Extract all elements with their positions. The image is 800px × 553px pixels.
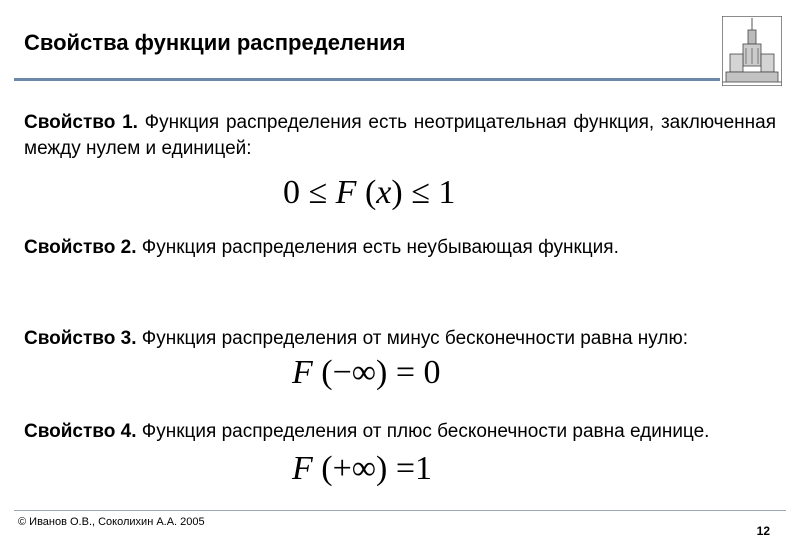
- formula-4-eq: =1: [387, 450, 433, 487]
- property-1-text: Функция распределения есть неотрицательная функция, заключенная между нулем и единицей:: [24, 112, 776, 159]
- formula-1-func: F: [335, 174, 357, 211]
- footer-divider: [14, 510, 786, 511]
- formula-1: [283, 174, 455, 212]
- property-3-label: Свойство 3.: [24, 328, 137, 349]
- property-2-text: Функция распределения есть неубывающая функция.: [136, 237, 619, 258]
- property-2: [24, 235, 776, 261]
- formula-1-var: x: [376, 174, 392, 211]
- formula-4-open: (: [312, 450, 333, 487]
- title-underline: [14, 78, 720, 81]
- slide-title: Свойства функции распределения: [24, 30, 406, 55]
- property-1: [24, 110, 776, 162]
- formula-3: [292, 354, 441, 392]
- property-1-label: Свойство 1.: [24, 112, 138, 133]
- property-2-label: Свойство 2.: [24, 237, 137, 258]
- formula-4: [292, 450, 432, 488]
- formula-4-func: F: [292, 450, 313, 487]
- property-4-text: Функция распределения от плюс бесконечности равна единице.: [136, 421, 710, 442]
- formula-4-close: ): [376, 450, 388, 487]
- property-3: [24, 326, 776, 352]
- formula-3-func: F: [292, 354, 313, 391]
- property-3-text: Функция распределения от минус бесконечности равна нулю:: [136, 328, 688, 349]
- formula-4-arg: +∞: [332, 450, 377, 487]
- page-number: 12: [756, 524, 770, 538]
- property-4: [24, 419, 776, 445]
- formula-1-open: (: [356, 174, 377, 211]
- formula-3-close: ): [376, 354, 388, 391]
- formula-3-arg: −∞: [332, 354, 377, 391]
- property-4-label: Свойство 4.: [24, 421, 137, 442]
- formula-3-eq: = 0: [387, 354, 441, 391]
- footer-copyright: © Иванов О.В., Соколихин А.А. 2005: [18, 516, 205, 528]
- formula-1-left: 0 ≤: [283, 174, 336, 211]
- formula-3-open: (: [312, 354, 333, 391]
- university-building-icon: [722, 16, 782, 86]
- formula-1-right: ) ≤ 1: [391, 174, 456, 211]
